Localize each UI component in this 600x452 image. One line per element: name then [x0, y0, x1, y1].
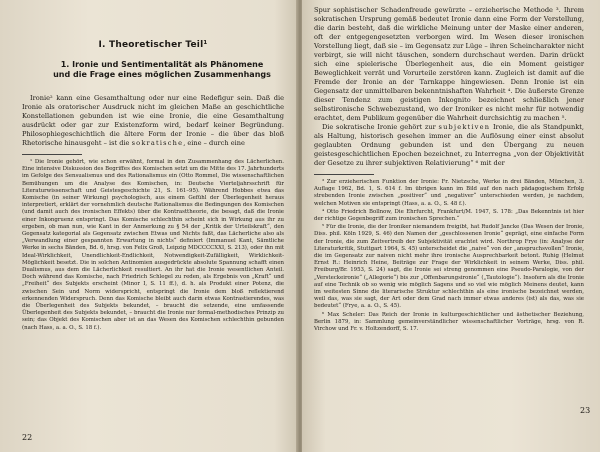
right-paragraph-1: Spur sophistischer Schadenfreude gewürzte – erzieherische Methode ³. Ihrem sokratischen Ursprung gemäß bedeutet Ironie dann eine Form der Verstellung, die darin besteht, daß die wirkliche Meinung unter der Maske einer anderen, oft der entgegengesetzten verborgen wird. Im Wesen dieser ironischen Vorstellung liegt, daß sie – im Gegensatz zur Lüge – ihren Scheincharakter nicht verbirgt, sie will nicht täuschen, sondern durchschaut werden. Darin drückt sich eine spielerische Überlegenheit aus, die ein Moment geistiger Beweglichkeit verrät und Vorurteile zerstören kann. Zugleich ist damit auf die Fremde der Ironie an der Tarnkappe hingewiesen. Denn Ironie ist ein Gegensatz der unmittelbaren bekenntnishaften Wahrheit ⁴. Die äußerste Grenze dieser Tendenz zum geistigen Inkognito bezeichnet schließlich jener selbstironische Schwebezustand, wo der Ironiker es nicht mehr für notwendig erachtet, dem Publikum gegenüber die Wahrheit durchsichtig zu machen ⁵.	[314, 6, 584, 122]
right-paragraph-2	[314, 123, 584, 168]
right-body-text	[314, 6, 584, 168]
page-number-right: 23	[580, 406, 591, 415]
right-page-content	[314, 6, 584, 334]
right-paragraph-2-rest: Ironie, die als Standpunkt, als Haltung, historisch gesehen immer an die Auflösung einer einst absolut geglaubten Ordnung gebunden ist und den Übergang zu neuen geistesgeschichtlichen Epochen bezeichnet, zu Interregna „von der Objektivität der Gesetze zu ihrer subjektiven Relativierung“ ⁶ mit der	[314, 123, 584, 167]
left-paragraph	[22, 94, 284, 148]
footnote-4: ⁴ Otto Friedrich Bollnow, Die Ehrfurcht, Frankfurt/M. 1947, S. 178: „Das Bekenntnis ist hier der richtige Gegenbegriff zum ironischen Sprechen.“	[314, 208, 584, 223]
right-footnotes	[314, 179, 584, 333]
footnote-rule	[22, 154, 82, 155]
footnote-3: ³ Zur erzieherischen Funktion der Ironie: Fr. Nietzsche, Werke in drei Bänden, München, 3. Auflage 1962, Bd. 1, S. 614 f. Im übrigen kann im Bild auf den nach pädagogischem Erfolg strebenden Ironie zwischen „positiver“ und „negativer“ unterschieden werden, je nachdem, welchen Motiven sie entspringt (Hass, a. a. O., S. 48 f.).	[314, 179, 584, 207]
left-page	[0, 0, 298, 452]
sub-title-line-2: und die Frage eines möglichen Zusammenhangs	[53, 70, 271, 79]
right-paragraph-2-start: Die sokratische Ironie gehört zur	[322, 123, 436, 131]
spaced-word-sokratische: sokratische	[131, 139, 184, 147]
left-body-text	[22, 94, 284, 148]
left-paragraph-text: Ironie² kann eine Gesamthaltung oder nur eine Redefigur sein. Daß die Ironie als oratorischer Ausdruck nicht im gleichen Maße an geschichtliche Konstellationen gebunden ist wie eine Ironie, die eine Gesamthaltung ausdrückt oder gar zur Existenzform wird, bedarf keiner Begründung. Philosophiegeschichtlich die ältere Form der Ironie – die über das bloß Rhetorische hinausgeht – ist die	[22, 94, 284, 147]
right-page	[302, 0, 600, 452]
left-paragraph-end: , eine – durch eine	[183, 139, 245, 147]
spaced-word-subjektiven: subjektiven	[438, 123, 491, 131]
page-number-left: 22	[22, 433, 33, 442]
footnote-1: ¹ Die Ironie gehört, wie schon erwähnt, formal in den Zusammenhang des Lächerlichen. Eine intensive Diskussion des Begriffes des Komischen setzt um die Mitte des 17. Jahrhunderts im Gefolge des Sensualismus und des Rationalismus ein (Otto Rommel, Die wissenschaftlichen Bemühungen um die Analyse des Komischen, in: Deutsche Vierteljahrsschrift für Literaturwissenschaft und Geistesgeschichte 21, S. 161–95). Während Hobbes etwa das Komische (in seiner Wirkung) psychologisch, aus einem Gefühl der Überlegenheit heraus interpretiert, erklärt der vornehmlich deutsche Rationalismus die Bedingungen des Komischen (und damit auch des ironischen Effekts) über die Kontrasttheorie, die besagt, daß die Ironie einer Inkongruenz entspringt. Das Komische schlechthin scheint sich in Wirkung aus ihr zu ergeben, ob man nun, wie Kant in der Anmerkung zu § 54 der „Kritik der Urteilskraft“, den Gegensatz kategorial als Gegensatz zwischen Etwas und Nichts faßt, das Lächerliche also als „Verwandlung einer gespannten Erwartung in nichts“ definiert (Immanuel Kant, Sämtliche Werke in sechs Bänden, Bd. 6, hrsg. von Felix Groß, Leipzig MDCCCCXXI, S. 213), oder ihn mit Ideal-Wirklichkeit, Unendlichkeit-Endlichkeit, Notwendigkeit-Zufälligkeit, Wirklichkeit-Möglichkeit besetzt. Die in solchen Antinomien ausgedrückte absolute Spannung schafft einen Dualismus, aus dem die Lächerlichkeit resultiert. An ihr hat die Ironie wesentlichen Anteil. Doch während das Komische, nach Friedrich Schlegel zu reden, als Ergebnis von „Kraft“ und „Freiheit“ des Subjekts erscheint (Minor I, S. 11 ff.), d. h. als Produkt einer Potenz, die zwischen Sein und Norm widerspricht, entspringt die Ironie dem bloß reflektierend erkennenden Widerspruch. Denn das Komische bleibt auch darin etwas Kontrastierendes, was die Überlegenheit des Subjekts bekundet, – braucht die setzende, eine umfassende Überlegenheit des Subjekts bekundet, – braucht die Ironie nur formal-methodisches Prinzip zu sein; das Objekt des Komischen aber ist an das Wesen des Komischen schlechthin gebunden (nach Hass, a. a. O., S. 18 f.).	[22, 159, 284, 331]
section-title: I. Theoretischer Teil¹	[98, 40, 208, 50]
left-footnotes	[22, 159, 284, 332]
sub-title	[40, 60, 284, 80]
footnote-5: ⁵ Für die Ironie, die der Ironiker niemandem freigibt, hat Rudolf Jancke (Das Wesen der Ironie, Diss. phil. Köln 1929, S. 46) den Namen der „geschlossenen Ironie“ geprägt, eine einfache Form der Ironie, die zum Zeitvertreib der Subjektivität erachtet wird. Northrop Frye (in: Analyse der Literaturkritik, Stuttgart 1964, S. 45) unterscheidet die „naive“ von der „anspruchsvollen“ Ironie, die im Gegensatz zur naiven nicht mehr ihre ironische Ausprechbarkeit betont. Ruhig (Helmut Ernst R.: Heinrich Heine, Beiträge zur Frage der Wirklichkeit in seinem Werke, Diss. phil. Freiburg/Br. 1953, S. 24) sagt, die Ironie sei streng genommen eine Pseudo-Paralogie, von der „Versteckeironie“ („Allegorie“) bis zur „Offenbarungsironie“ („Tautologie“). Insofern als die Ironie auf eine Technik ob so wenig wie möglich Sagens und so viel wie möglich Meinens deutet, kann im weitesten Sinne die literarische Struktur schlechthin als eine ironische bezeichnet werden, weil das, was sie sagt, der Art oder dem Grad nach immer etwas anderes (ist) als das, was sie bedeutet“ (Frye, a. a. O., S. 45).	[314, 224, 584, 310]
footnote-6: ⁶ Max Scheler: Das Reich der Ironie in kulturgeschichtlicher und ästhetischer Beziehung, Berlin 1879, in: Sammlung gemeinverständlicher wissenschaftlicher Vorträge, hrsg. von R. Virchow und Fr. v. Holtzendorff, S. 17.	[314, 311, 584, 333]
left-page-content	[22, 40, 284, 333]
footnote-rule-right	[314, 174, 374, 175]
sub-title-line-1: 1. Ironie und Sentimentalität als Phänomene	[60, 60, 264, 69]
